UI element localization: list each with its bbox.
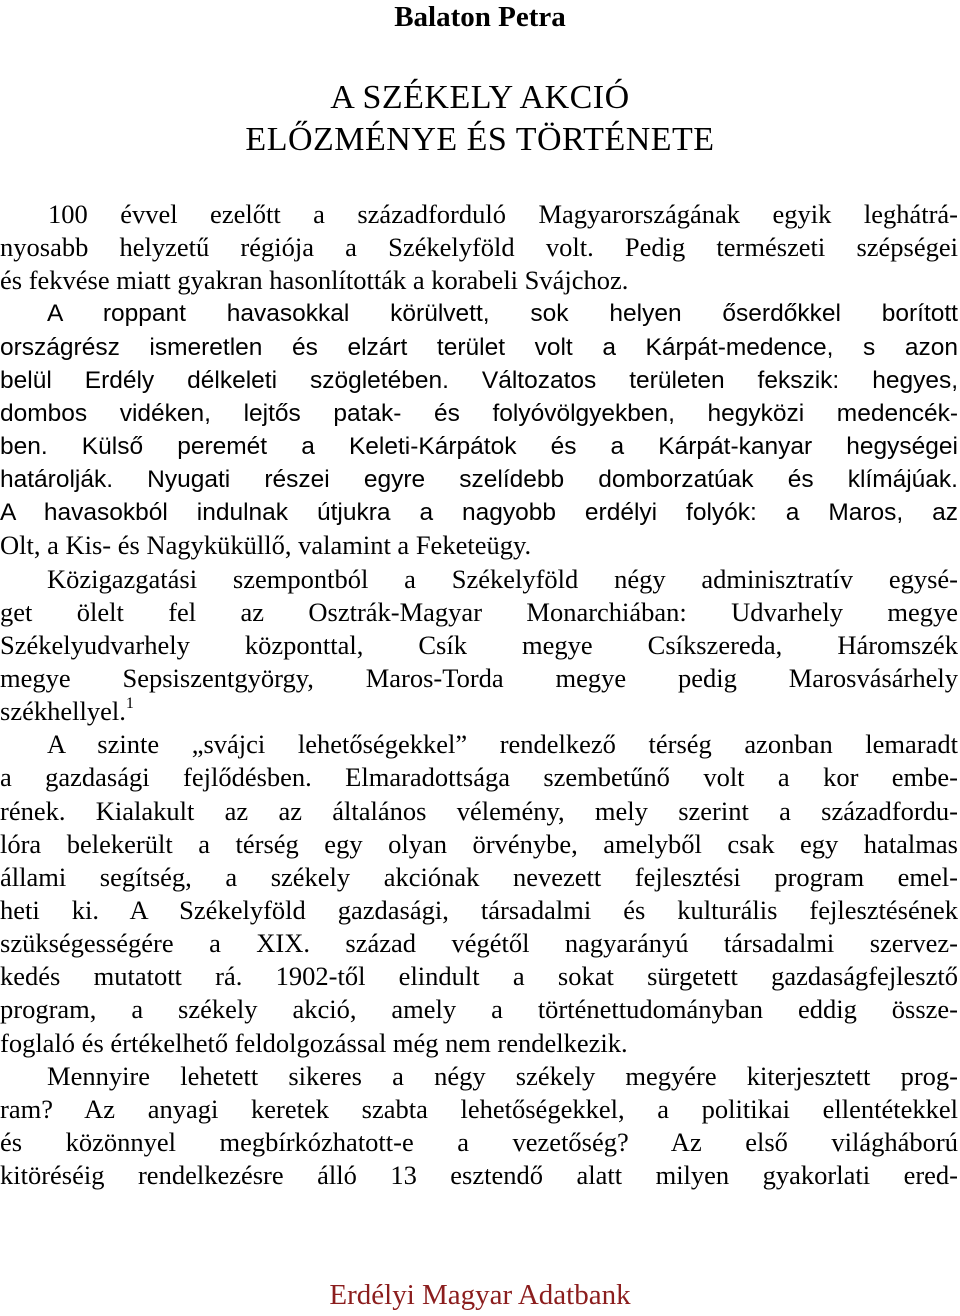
- text-line: get ölelt fel az Osztrák-Magyar Monarchiában: Udvarhely megye: [0, 596, 958, 627]
- footnote-reference[interactable]: 1: [125, 695, 134, 713]
- text-fragment: székhellyel.: [0, 696, 126, 727]
- text-line: nyosabb helyzetű régiója a Székelyföld volt. Pedig természeti szépségei: [0, 232, 958, 263]
- text-line: Mennyire lehetett sikeres a négy székely megyére kiterjesztett prog-: [47, 1060, 958, 1091]
- source-watermark[interactable]: Erdélyi Magyar Adatbank: [329, 1279, 631, 1311]
- document-title-line-2: ELŐZMÉNYE ÉS TÖRTÉNETE: [245, 121, 715, 158]
- text-line: Közigazgatási szempontból a Székelyföld négy adminisztratív egysé-: [47, 563, 958, 594]
- text-line: országrész ismeretlen és elzárt terület volt a Kárpát-medence, s azon: [0, 333, 958, 361]
- text-line: megye Sepsiszentgyörgy, Maros-Torda megye pedig Marosvásárhely: [0, 662, 958, 693]
- body-text: [0, 198, 958, 1192]
- text-line: és fekvése miatt gyakran hasonlították a korabeli Svájchoz.: [0, 265, 629, 296]
- text-line: Székelyudvarhely központtal, Csík megye Csíkszereda, Háromszék: [0, 629, 958, 660]
- text-line: belül Erdély délkeleti szögletében. Változatos területen fekszik: hegyes,: [0, 366, 958, 394]
- text-line: rének. Kialakult az az általános vélemény, mely szerint a századfordu-: [0, 795, 958, 826]
- text-line: kedés mutatott rá. 1902-től elindult a sokat sürgetett gazdaságfejlesztő: [0, 961, 958, 992]
- text-line: kitöréséig rendelkezésre álló 13 esztendő alatt milyen gyakorlati ered-: [0, 1160, 958, 1191]
- text-line: Olt, a Kis- és Nagyküküllő, valamint a Feketeügy.: [0, 530, 532, 561]
- text-line: foglaló és értékelhető feldolgozással még nem rendelkezik.: [0, 1027, 628, 1058]
- text-line: ben. Külső peremét a Keleti-Kárpátok és a Kárpát-kanyar hegységei: [0, 432, 958, 460]
- text-line: és közönnyel megbírkózhatott-e a vezetőség? Az első világháború: [0, 1126, 958, 1157]
- text-line: szükségességére a XIX. század végétől nagyarányú társadalmi szervez-: [0, 928, 958, 959]
- text-line: 100 évvel ezelőtt a századforduló Magyarországának egyik leghátrá-: [48, 199, 958, 229]
- text-line: határolják. Nyugati részei egyre szelídebb domborzatúak és klímájúak.: [0, 466, 958, 494]
- author-name: Balaton Petra: [394, 1, 566, 33]
- text-line: A havasokból indulnak útjukra a nagyobb erdélyi folyók: a Maros, az: [0, 499, 958, 527]
- text-line: a gazdasági fejlődésben. Elmaradottsága szembetűnő volt a kor embe-: [0, 762, 958, 793]
- text-line-with-footnote: [0, 695, 958, 728]
- text-line: dombos vidéken, lejtős patak- és folyóvölgyekben, hegyközi medencék-: [0, 399, 958, 427]
- text-line: A szinte „svájci lehetőségekkel” rendelkező térség azonban lemaradt: [47, 729, 958, 760]
- document-title-line-1: A SZÉKELY AKCIÓ: [330, 79, 630, 116]
- text-line: lóra belekerült a térség egy olyan örvénybe, amelyből csak egy hatalmas: [0, 828, 958, 859]
- text-line: A roppant havasokkal körülvett, sok helyen őserdőkkel borított: [47, 300, 958, 328]
- text-line: heti ki. A Székelyföld gazdasági, társadalmi és kulturális fejlesztésének: [0, 894, 958, 925]
- text-line: állami segítség, a székely akciónak nevezett fejlesztési program emel-: [0, 861, 958, 892]
- text-line: ram? Az anyagi keretek szabta lehetőségekkel, a politikai ellentétekkel: [0, 1093, 958, 1124]
- text-line: program, a székely akció, amely a történettudományban eddig össze-: [0, 994, 958, 1025]
